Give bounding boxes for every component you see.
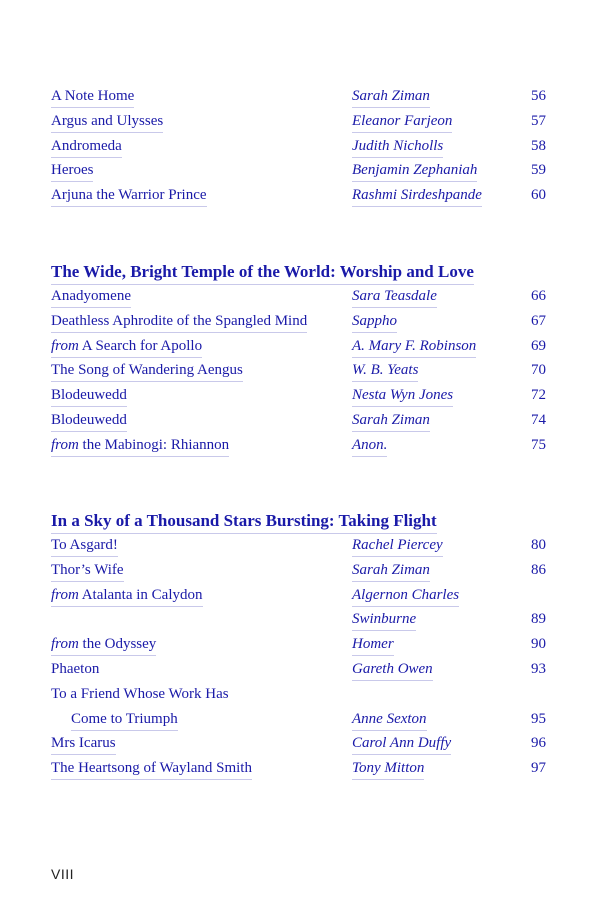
entry-title: from A Search for Apollo [51,336,202,358]
entry-prefix: from [51,586,79,603]
entry-title: Phaeton [51,661,100,677]
entry-title: Come to Triumph [71,709,178,731]
entry-prefix: from [51,636,79,653]
toc-entry[interactable] [0,311,600,336]
entry-page-number: 75 [531,436,546,453]
entry-title: from the Odyssey [51,634,156,656]
entry-author: Sarah Ziman [352,86,430,108]
entry-title: To a Friend Whose Work Has [51,685,229,702]
toc-entry[interactable] [0,410,600,435]
entry-author: Sarah Ziman [352,560,430,582]
entry-author: Algernon Charles [352,585,459,607]
entry-title: Anadyomene [51,286,131,308]
entry-author: A. Mary F. Robinson [352,336,476,358]
toc-entry[interactable] [0,360,600,385]
entry-author: Sara Teasdale [352,286,437,308]
entry-page-number: 93 [531,661,546,677]
entry-page-number: 69 [531,337,546,354]
toc-entry[interactable] [0,535,600,560]
entry-title: A Note Home [51,86,134,108]
toc-entry[interactable] [0,709,600,734]
entry-title: Mrs Icarus [51,733,116,755]
entry-page-number: 80 [531,537,546,553]
entry-prefix: from [51,337,79,354]
entry-page-number: 57 [531,112,546,129]
toc-entry[interactable] [0,659,600,684]
entry-title: Argus and Ulysses [51,111,163,133]
entry-author: W. B. Yeats [352,360,418,382]
entry-author: Nesta Wyn Jones [352,385,453,407]
entry-author: Carol Ann Duffy [352,733,451,755]
entry-author: Anon. [352,435,387,457]
entry-page-number: 95 [531,710,546,727]
entry-title: The Song of Wandering Aengus [51,360,243,382]
entry-page-number: 74 [531,412,546,428]
toc-entry[interactable] [0,758,600,783]
entry-author: Sarah Ziman [352,410,430,432]
entry-author: Homer [352,634,394,656]
entry-title: The Heartsong of Wayland Smith [51,758,252,780]
entry-author: Rachel Piercey [352,535,443,557]
entry-page-number: 58 [531,137,546,154]
entry-author: Sappho [352,311,397,333]
entry-title: Deathless Aphrodite of the Spangled Mind [51,311,307,333]
toc-entry[interactable] [0,435,600,460]
entry-title: Blodeuwedd [51,410,127,432]
entry-author: Benjamin Zephaniah [352,160,477,182]
entry-page-number: 89 [531,611,546,628]
entry-page-number: 59 [531,162,546,179]
toc-entry[interactable] [0,86,600,111]
section-heading[interactable]: The Wide, Bright Temple of the World: Worship and Love [51,261,474,285]
entry-title: from Atalanta in Calydon [51,585,203,607]
entry-page-number: 96 [531,735,546,752]
entry-page-number: 56 [531,88,546,104]
page-number: VIII [51,866,75,882]
entry-title: To Asgard! [51,535,118,557]
toc-entry[interactable] [0,733,600,758]
entry-author: Judith Nicholls [352,136,443,158]
toc-entry[interactable] [0,634,600,659]
entry-page-number: 70 [531,362,546,379]
entry-author: Gareth Owen [352,659,433,681]
entry-prefix: from [51,436,79,453]
toc-entry[interactable] [0,111,600,136]
toc-entry[interactable] [0,136,600,161]
entry-page-number: 60 [531,187,546,204]
entry-title: from the Mabinogi: Rhiannon [51,435,229,457]
entry-title: Arjuna the Warrior Prince [51,185,207,207]
entry-author: Rashmi Sirdeshpande [352,185,482,207]
entry-title: Heroes [51,160,93,182]
entry-title: Andromeda [51,136,122,158]
toc-entry[interactable] [0,185,600,210]
toc-entry[interactable] [0,585,600,610]
entry-page-number: 66 [531,288,546,304]
entry-author: Swinburne [352,609,416,631]
toc-entry[interactable] [0,160,600,185]
toc-entry[interactable] [0,336,600,361]
entry-page-number: 86 [531,561,546,578]
toc-entry[interactable] [0,385,600,410]
entry-author: Anne Sexton [352,709,427,731]
entry-author: Eleanor Farjeon [352,111,452,133]
entry-title: Blodeuwedd [51,385,127,407]
entry-author: Tony Mitton [352,758,424,780]
entry-page-number: 90 [531,636,546,653]
entry-page-number: 67 [531,312,546,329]
entry-title: Thor’s Wife [51,560,124,582]
toc-entry[interactable] [0,560,600,585]
entry-page-number: 97 [531,760,546,777]
toc-entry[interactable] [0,286,600,311]
entry-page-number: 72 [531,387,546,404]
toc-entry[interactable] [0,609,600,634]
section-heading[interactable]: In a Sky of a Thousand Stars Bursting: Taking Flight [51,510,437,534]
toc-entry[interactable] [0,684,600,709]
